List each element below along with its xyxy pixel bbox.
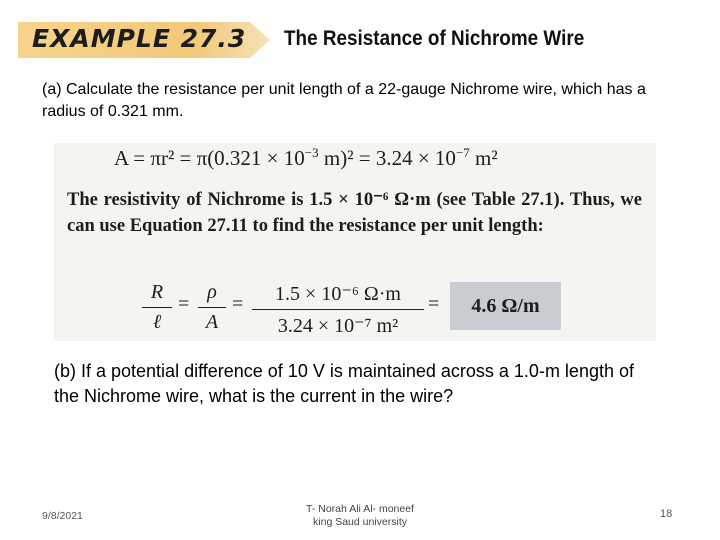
area-equation [114, 145, 498, 171]
question-part-a: (a) Calculate the resistance per unit length of a 22-gauge Nichrome wire, which has a radius of 0.321 mm. [42, 81, 646, 120]
answer-box: 4.6 Ω/m [450, 282, 561, 330]
equals-sign-1: = [178, 293, 190, 315]
area-eq-exp1: −3 [304, 145, 319, 160]
example-label: EXAMPLE 27.3 [32, 24, 247, 53]
equals-sign-3: = [428, 293, 440, 315]
fraction-a: A [205, 311, 219, 333]
fraction-r-over-l [142, 281, 172, 334]
area-eq-exp2: −7 [455, 145, 470, 160]
example-title: The Resistance of Nichrome Wire [284, 27, 585, 50]
fraction-r: R [142, 281, 172, 308]
area-eq-lhs: A = πr² = π(0.321 × 10 [114, 146, 305, 170]
resistivity-explanation: The resistivity of Nichrome is 1.5 × 10⁻⁶ Ω·m (see Table 27.1). Thus, we can use Equation 27.11 to find the resistance per unit length: [67, 190, 642, 236]
area-eq-mid: m)² = 3.24 × 10 [318, 146, 456, 170]
area-eq-end: m² [469, 146, 498, 170]
fraction-resistivity-value: 1.5 × 10⁻⁶ Ω·m [252, 281, 424, 310]
fraction-area-value: 3.24 × 10⁻⁷ m² [277, 315, 399, 337]
example-banner [18, 22, 270, 58]
footer-author [284, 503, 436, 529]
fraction-l: ℓ [152, 311, 162, 333]
footer-date: 9/8/2021 [42, 510, 83, 522]
page-number: 18 [660, 508, 673, 520]
footer-university: king Saud university [313, 516, 407, 528]
question-part-b: (b) If a potential difference of 10 V is maintained across a 1.0-m length of the Nichrome wire, what is the current in the wire? [54, 361, 634, 406]
textbook-solution-image [54, 143, 656, 341]
footer-author-name: T- Norah Ali Al- moneef [306, 503, 414, 515]
fraction-rho-over-a [198, 281, 226, 334]
equals-sign-2: = [232, 293, 244, 315]
fraction-values [252, 281, 424, 338]
fraction-rho: ρ [198, 281, 226, 308]
